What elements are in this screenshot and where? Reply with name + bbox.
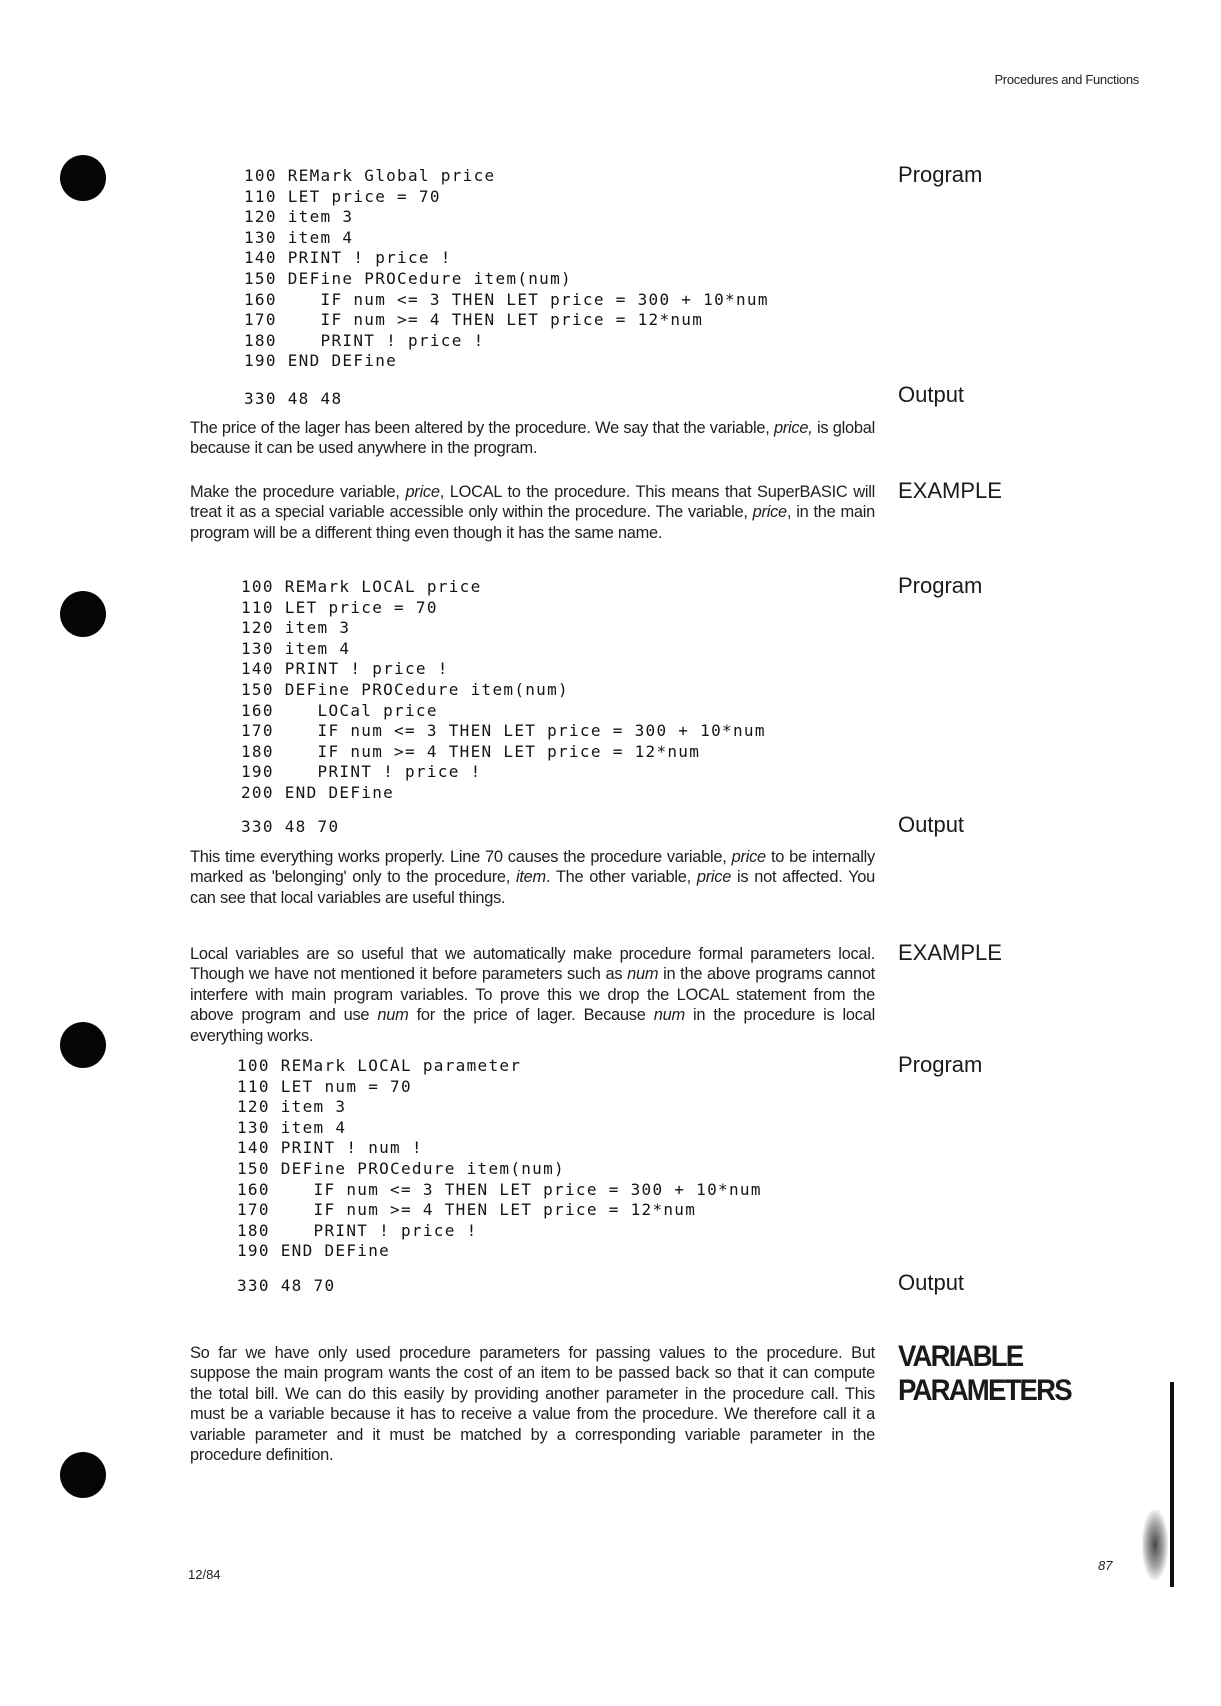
- paragraph: The price of the lager has been altered by the procedure. We say that the variable, price, is global because it can be used anywhere in the program.: [190, 419, 875, 458]
- output-label: Output: [898, 1270, 965, 1295]
- code-line: 140 PRINT ! price !: [244, 248, 452, 268]
- paragraph: Local variables are so useful that we automatically make procedure formal parameters local. Though we have not mentioned it before parameters such as num in the above programs cannot interfere with main program variables. To prove this we drop the LOCAL statement from the above program and use num for the price of lager. Because num in the procedure is local everything works.: [190, 945, 876, 1045]
- code-line: 120 item 3: [241, 618, 351, 638]
- code-line: 130 item 4: [241, 638, 351, 658]
- code-line: 100 REMark LOCAL price: [241, 577, 482, 596]
- program-label: Program: [898, 162, 983, 187]
- code-line: 160 IF num <= 3 THEN LET price = 300 + 10*num: [237, 1179, 762, 1199]
- code-line: 120 item 3: [244, 207, 354, 227]
- code-line: 150 DEFine PROCedure item(num): [237, 1158, 565, 1178]
- code-line: 200 END DEFine: [241, 782, 395, 802]
- page-number: 87: [1098, 1558, 1113, 1573]
- code-line: 160 IF num <= 3 THEN LET price = 300 + 10*num: [244, 289, 769, 309]
- program-label: Program: [898, 1052, 983, 1077]
- code-line: 160 LOCal price: [241, 700, 438, 720]
- code-listing: [244, 166, 769, 372]
- program-output: 330 48 70: [241, 817, 340, 836]
- code-line: 180 IF num >= 4 THEN LET price = 12*num: [241, 741, 701, 761]
- output-label: Output: [898, 812, 965, 837]
- binder-hole: [60, 1452, 106, 1498]
- code-line: 170 IF num <= 3 THEN LET price = 300 + 10*num: [241, 721, 766, 741]
- code-line: 150 DEFine PROCedure item(num): [244, 268, 572, 288]
- code-line: 190 END DEFine: [237, 1241, 391, 1261]
- code-line: 190 PRINT ! price !: [241, 762, 482, 782]
- example-label: EXAMPLE: [898, 478, 1002, 503]
- code-line: 150 DEFine PROCedure item(num): [241, 679, 569, 699]
- program-label: Program: [898, 573, 983, 598]
- binder-hole: [60, 155, 106, 201]
- edge-scan-smudge: [1142, 1510, 1168, 1580]
- code-listing: [237, 1056, 762, 1262]
- paragraph: So far we have only used procedure parameters for passing values to the procedure. But suppose the main program wants the cost of an item to be passed back so that it can compute the total bill. We can do this easily by providing another parameter in the procedure call. This must be a variable because it has to receive a value from the procedure. We therefore call it a variable parameter and it must be matched by a corresponding variable parameter in the procedure definition.: [190, 1344, 875, 1465]
- program-output: 330 48 48: [244, 389, 343, 408]
- output-label: Output: [898, 382, 965, 407]
- binder-hole: [60, 1022, 106, 1068]
- binder-hole: [60, 591, 106, 637]
- paragraph: This time everything works properly. Line 70 causes the procedure variable, price to be internally marked as 'belonging' only to the procedure, item. The other variable, price is not affected. You can see that local variables are useful things.: [190, 848, 876, 907]
- program-output: 330 48 70: [237, 1276, 336, 1295]
- code-line: 110 LET price = 70: [241, 597, 438, 617]
- code-line: 100 REMark LOCAL parameter: [237, 1056, 522, 1075]
- code-line: 110 LET num = 70: [237, 1076, 412, 1096]
- code-line: 130 item 4: [244, 227, 354, 247]
- code-line: 140 PRINT ! price !: [241, 659, 449, 679]
- code-line: 100 REMark Global price: [244, 166, 496, 185]
- paragraph: Make the procedure variable, price, LOCAL to the procedure. This means that SuperBASIC will treat it as a special variable accessible only within the procedure. The variable, price, in the main program will be a different thing even though it has the same name.: [190, 483, 875, 542]
- edge-scan-mark: [1170, 1382, 1174, 1587]
- code-line: 180 PRINT ! price !: [237, 1220, 478, 1240]
- code-line: 110 LET price = 70: [244, 186, 441, 206]
- section-heading: VARIABLE PARAMETERS: [898, 1340, 1071, 1407]
- code-line: 130 item 4: [237, 1117, 347, 1137]
- code-line: 140 PRINT ! num !: [237, 1138, 423, 1158]
- example-label: EXAMPLE: [898, 940, 1002, 965]
- code-line: 190 END DEFine: [244, 351, 398, 371]
- running-head: Procedures and Functions: [994, 72, 1139, 87]
- footer-date: 12/84: [188, 1567, 221, 1582]
- code-listing: [241, 577, 766, 804]
- code-line: 120 item 3: [237, 1097, 347, 1117]
- code-line: 180 PRINT ! price !: [244, 330, 485, 350]
- code-line: 170 IF num >= 4 THEN LET price = 12*num: [244, 310, 704, 330]
- code-line: 170 IF num >= 4 THEN LET price = 12*num: [237, 1200, 697, 1220]
